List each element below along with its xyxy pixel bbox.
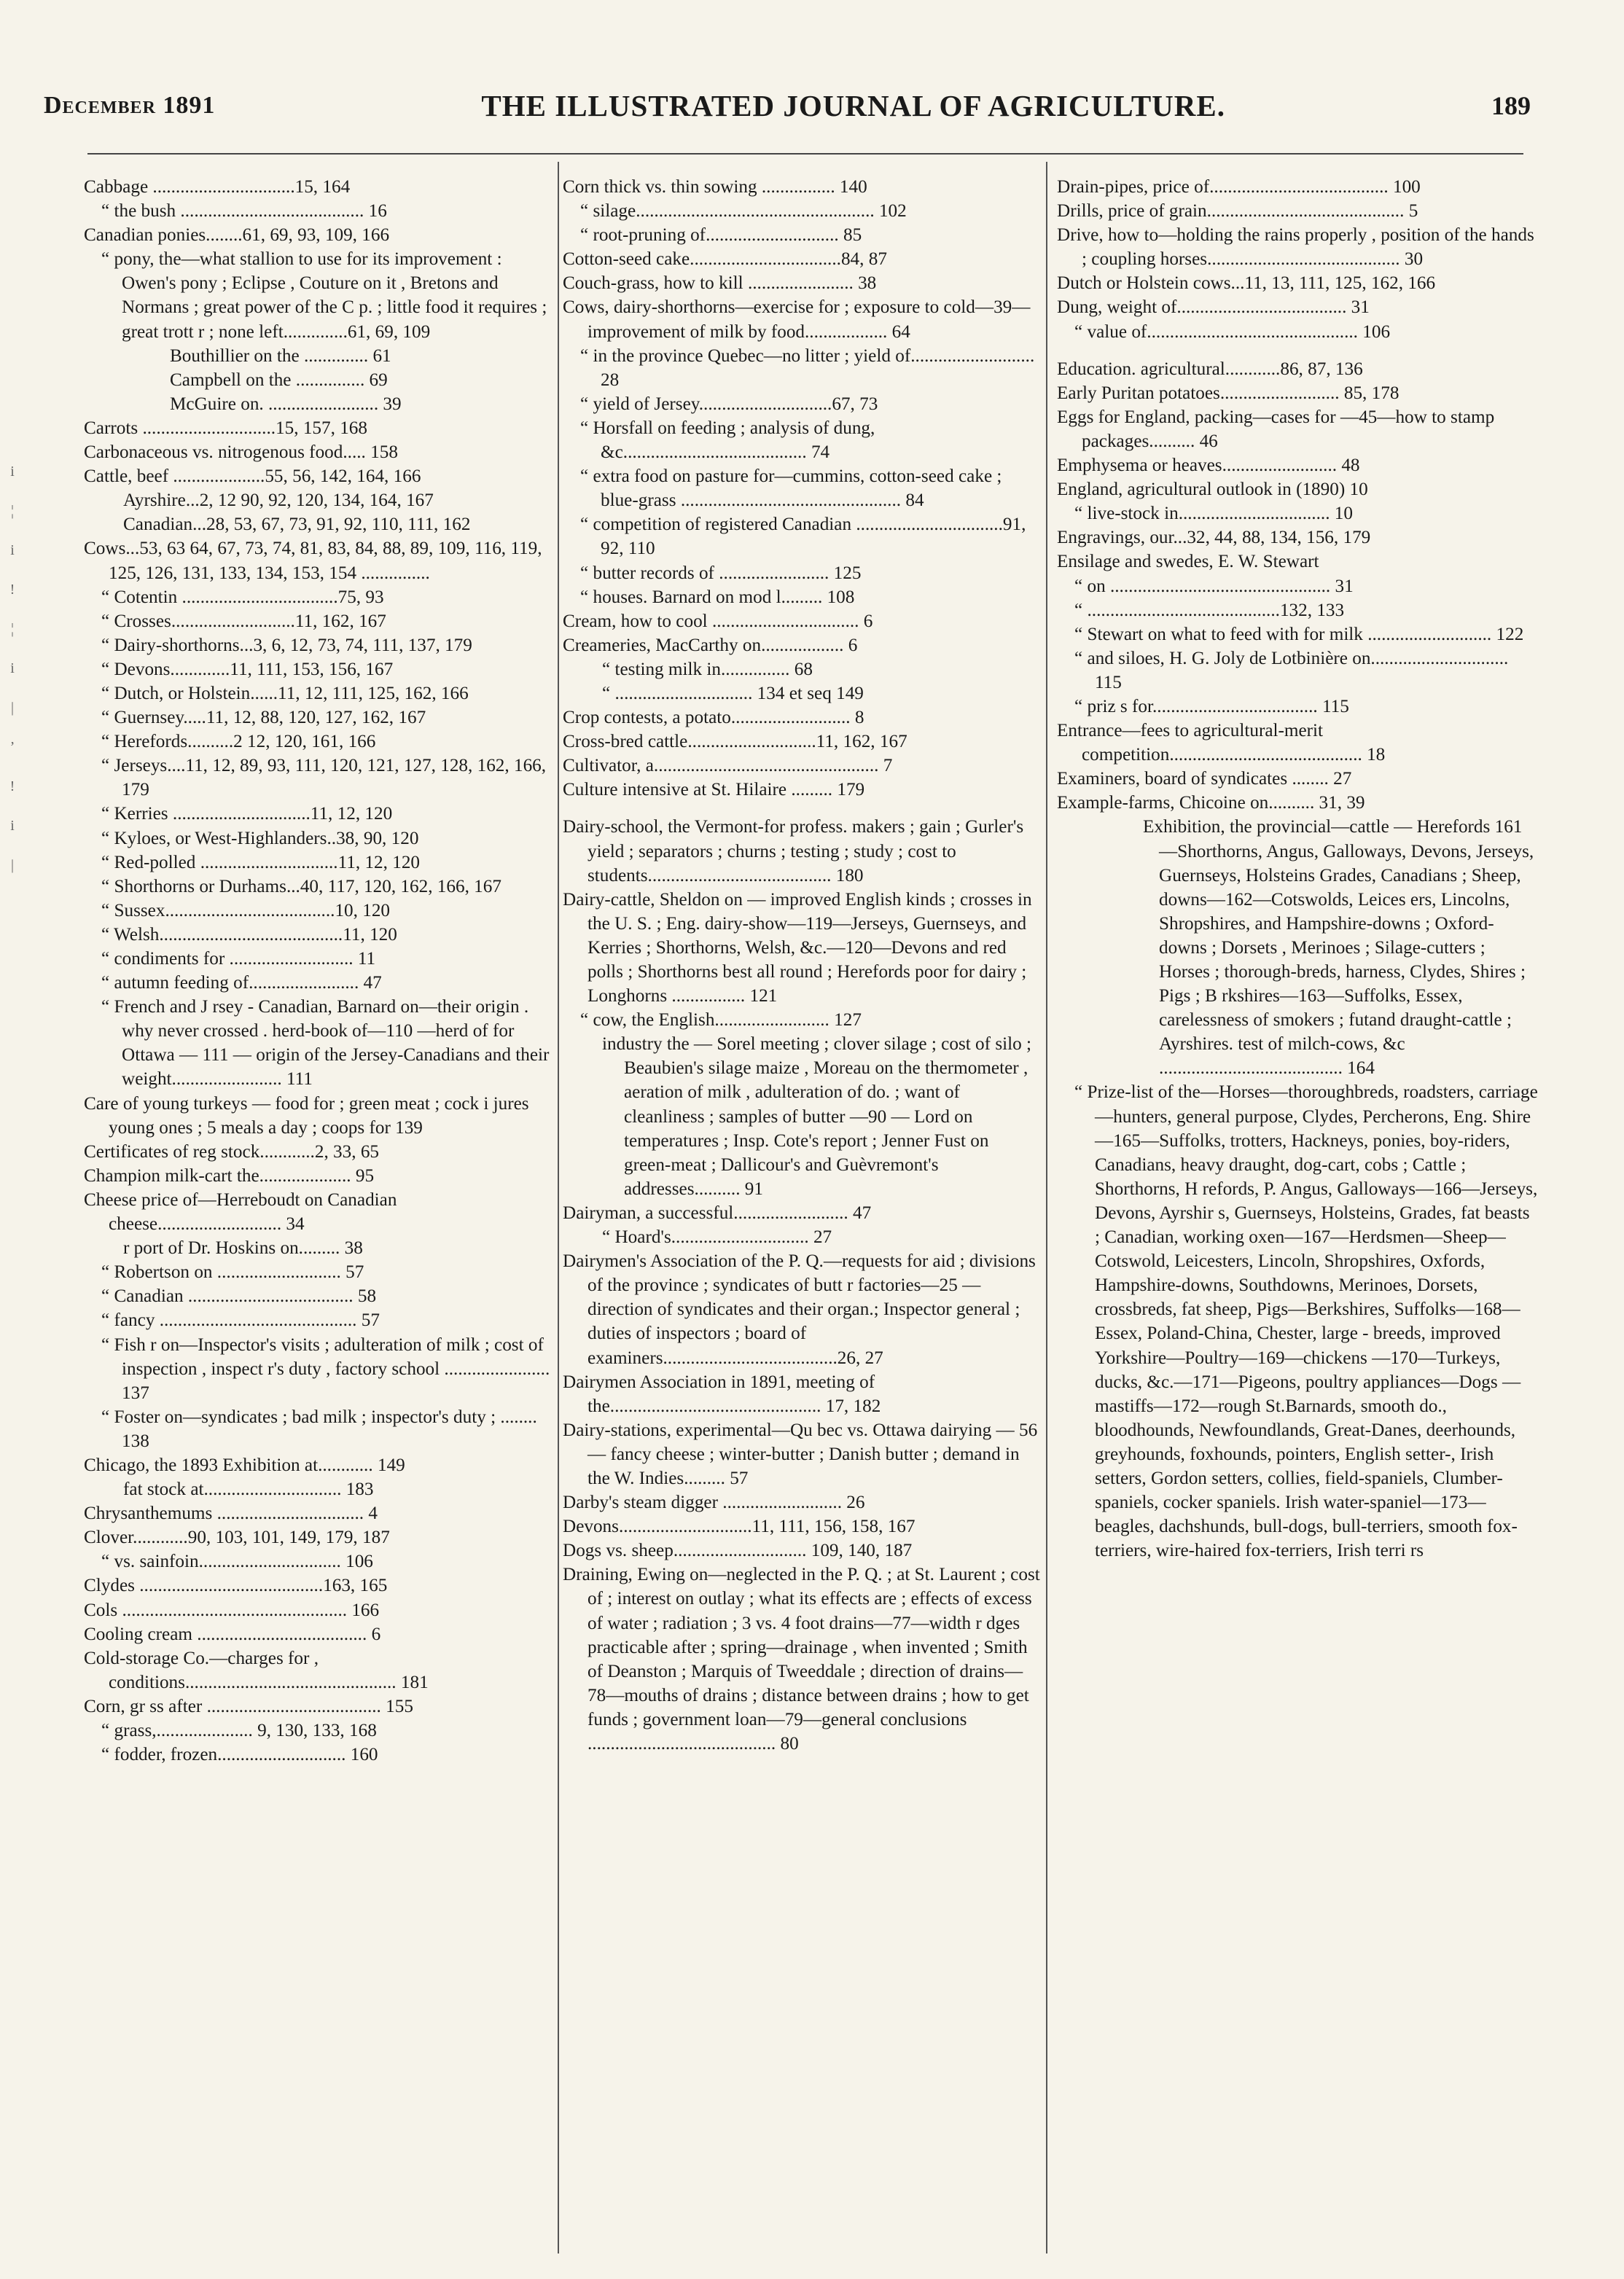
index-entry: Clover............90, 103, 101, 149, 179, 187 <box>84 1528 390 1548</box>
index-entry: Cultivator, a................................................. 7 <box>563 756 893 776</box>
index-entry: Couch-grass, how to kill ....................... 38 <box>563 273 877 294</box>
index-entry: England, agricultural outlook in (1890) 10 <box>1057 480 1368 500</box>
index-entry: Darby's steam digger .......................... 26 <box>563 1493 865 1513</box>
index-entry: Eggs for England, packing—cases for —45—how to stamp packages.......... 46 <box>1057 407 1495 451</box>
index-entry: “ root-pruning of............................. 85 <box>580 225 862 246</box>
edge-mark: | <box>10 700 14 716</box>
index-column-2 <box>563 175 1040 2267</box>
index-entry: “ Crosses...........................11, 162, 167 <box>101 611 386 631</box>
index-entry: Ensilage and swedes, E. W. Stewart <box>1057 552 1319 572</box>
header-rule <box>87 153 1523 155</box>
index-entry: “ live-stock in................................. 10 <box>1074 504 1353 524</box>
index-entry: Cooling cream ..................................... 6 <box>84 1624 381 1644</box>
index-entry: “ fodder, frozen............................ 160 <box>101 1745 378 1765</box>
index-entry: “ in the province Quebec—no litter ; yield of........................... 28 <box>580 345 1035 390</box>
index-entry: “ silage.................................................... 102 <box>580 201 907 222</box>
index-entry: “ extra food on pasture for—cummins, cotton-seed cake ; blue-grass ................................................ 84 <box>580 466 1002 511</box>
edge-mark: i <box>10 818 15 834</box>
index-entry: Cotton-seed cake.................................84, 87 <box>563 249 887 270</box>
index-entry: Dairymen Association in 1891, meeting of the.............................................. 17, 182 <box>563 1372 881 1416</box>
index-entry: industry the — Sorel meeting ; clover silage ; cost of silo ; Beaubien's silage maize , Moreau on the thermometer , aeration of milk , adulteration of do. ; want of cleanliness ; samples of butter —90 — Lord on temperatures ; Insp. Cote's report ; Jenner Fust on green-meat ; Dallicour's and Guèvremont's addresses.......... 91 <box>602 1034 1032 1199</box>
header-date: December 1891 <box>44 92 216 119</box>
index-entry: “ Robertson on ........................... 57 <box>101 1262 364 1283</box>
index-entry: “ ..........................................132, 133 <box>1074 600 1345 620</box>
index-entry: Clydes ........................................163, 165 <box>84 1576 388 1596</box>
index-entry: Dung, weight of..................................... 31 <box>1057 297 1370 318</box>
index-entry: Early Puritan potatoes.......................... 85, 178 <box>1057 383 1399 403</box>
index-column-3 <box>1057 175 1538 2267</box>
index-entry: “ competition of registered Canadian ................................91, 92, 110 <box>580 515 1026 559</box>
index-entry: “ Foster on—syndicates ; bad milk ; inspector's duty ; ........ 138 <box>101 1407 537 1451</box>
index-entry: Bouthillier on the .............. 61 <box>170 345 391 366</box>
index-entry: Drills, price of grain........................................... 5 <box>1057 201 1418 222</box>
index-entry: “ pony, the—what stallion to use for its improvement : Owen's pony ; Eclipse , Couture on it , Bretons and Normans ; great power of the C p. ; little food it requires ; great trott r ; none left..............61, 69, 109 <box>101 249 547 342</box>
index-entry: McGuire on. ........................ 39 <box>170 394 402 414</box>
index-entry: “ Dairy-shorthorns...3, 6, 12, 73, 74, 111, 137, 179 <box>101 635 472 655</box>
index-entry: “ cow, the English......................... 127 <box>580 1010 862 1031</box>
index-entry: Cold-storage Co.—charges for , conditions.............................................. 181 <box>84 1648 429 1692</box>
index-entry: Corn, gr ss after ...................................... 155 <box>84 1696 413 1716</box>
index-entry: “ and siloes, H. G. Joly de Lotbinière on.............................. 115 <box>1074 648 1509 692</box>
edge-mark: i <box>10 464 15 480</box>
index-entry: Example-farms, Chicoine on.......... 31, 39 <box>1057 793 1365 813</box>
index-entry: “ houses. Barnard on mod l......... 108 <box>580 587 855 607</box>
index-entry: fat stock at.............................. 183 <box>123 1479 374 1500</box>
index-entry: Carrots .............................15, 157, 168 <box>84 418 367 438</box>
page-header <box>44 80 1531 131</box>
index-entry: Examiners, board of syndicates ........ 27 <box>1057 769 1352 789</box>
index-entry: Exhibition, the provincial—cattle — Herefords 161—Shorthorns, Angus, Galloways, Devons, Jerseys, Guernseys, Holsteins Grades, Canadians ; Sheep, downs—162—Cotswolds, Leices ers, Lincolns, Shropshires, and Hampshire-downs ; Oxford-downs ; Dorsets , Merinoes ; Silage-cutters ; Horses ; thorough-breds, harness, Clydes, Shires ; Pigs ; B rkshires—163—Suffolks, Essex, carelessness of smokers ; futand draught-cattle ; Ayrshires. test of milch-cows, &c ........................................ 164 <box>1143 817 1534 1079</box>
index-entry: “ Dutch, or Holstein......11, 12, 111, 125, 162, 166 <box>101 683 469 703</box>
index-entry: “ fancy ........................................... 57 <box>101 1310 380 1331</box>
index-entry: Canadian...28, 53, 67, 73, 91, 92, 110, 111, 162 <box>123 515 471 535</box>
index-entry: “ Canadian .................................... 58 <box>101 1286 377 1307</box>
index-entry: “ .............................. 134 et seq 149 <box>602 683 864 703</box>
column-divider <box>558 162 559 2253</box>
index-entry: Cols ................................................. 166 <box>84 1600 380 1620</box>
index-entry: Devons.............................11, 111, 156, 158, 167 <box>563 1517 916 1537</box>
edge-mark: ! <box>9 778 15 794</box>
index-entry: Drain-pipes, price of....................................... 100 <box>1057 177 1421 197</box>
entry-gap <box>563 802 1040 815</box>
index-entry: Education. agricultural............86, 87, 136 <box>1057 359 1363 379</box>
index-entry: “ testing milk in............... 68 <box>602 659 813 679</box>
index-entry: Corn thick vs. thin sowing ................ 140 <box>563 177 867 197</box>
index-entry: Ayrshire...2, 12 90, 92, 120, 134, 164, 167 <box>123 490 434 511</box>
edge-mark: i <box>10 542 15 558</box>
index-entry: Chicago, the 1893 Exhibition at............ 149 <box>84 1455 405 1475</box>
index-entry: Cream, how to cool ................................ 6 <box>563 611 873 631</box>
index-entry: “ Devons.............11, 111, 153, 156, 167 <box>101 659 394 679</box>
index-entry: Culture intensive at St. Hilaire ......... 179 <box>563 780 865 800</box>
index-entry: Cattle, beef ....................55, 56, 142, 164, 166 <box>84 466 421 487</box>
index-entry: “ vs. sainfoin............................... 106 <box>101 1552 373 1572</box>
index-entry: Engravings, our...32, 44, 88, 134, 156, 179 <box>1057 528 1371 548</box>
index-entry: Carbonaceous vs. nitrogenous food..... 158 <box>84 442 398 463</box>
index-entry: “ Cotentin ..................................75, 93 <box>101 587 384 607</box>
column-divider <box>1046 162 1047 2253</box>
index-entry: Cabbage ...............................15, 164 <box>84 177 351 197</box>
index-entry: “ Kerries ..............................11, 12, 120 <box>101 804 393 824</box>
index-entry: Entrance—fees to agricultural-merit competition.......................................... 18 <box>1057 721 1386 765</box>
edge-mark: ¦ <box>10 621 14 637</box>
index-column-1 <box>84 175 550 2267</box>
edge-mark: ’ <box>9 739 15 755</box>
index-entry: Campbell on the ............... 69 <box>170 370 388 390</box>
index-entry: Canadian ponies........61, 69, 93, 109, 166 <box>84 225 390 246</box>
index-entry: Dairyman, a successful......................... 47 <box>563 1203 872 1223</box>
index-entry: Cows...53, 63 64, 67, 73, 74, 81, 83, 84, 88, 89, 109, 116, 119, 125, 126, 131, 133, 134, 153, 154 ............... <box>84 539 542 583</box>
index-entry: Cheese price of—Herreboudt on Canadian cheese........................... 34 <box>84 1189 397 1235</box>
index-entry: “ Red-polled ..............................11, 12, 120 <box>101 852 421 872</box>
index-entry: “ Sussex.....................................10, 120 <box>101 900 391 920</box>
edge-mark: i <box>10 660 15 676</box>
index-entry: “ autumn feeding of........................ 47 <box>101 973 382 993</box>
journal-title: THE ILLUSTRATED JOURNAL OF AGRICULTURE. <box>481 89 1225 122</box>
index-entry: Draining, Ewing on—neglected in the P. Q. ; at St. Laurent ; cost of ; interest on outlay ; what its effects are ; effects of excess of water ; radiation ; 3 vs. 4 foot drains—77—width r dges practicable after ; spring—drainage , when invented ; Smith of Deanston ; Marquis of Tweeddale ; direction of drains—78—mouths of drains ; distance between drains ; how to get funds ; government loan—79—general conclusions ......................................... 80 <box>563 1565 1040 1754</box>
index-entry: Champion milk-cart the.................... 95 <box>84 1165 375 1186</box>
index-entry: “ Prize-list of the—Horses—thoroughbreds, roadsters, carriage—hunters, general purpose, Clydes, Percherons, Eng. Shire—165—Suffolks, trotters, Hackneys, ponies, boy-riders, Canadians, heavy draught, dog-cart, cobs ; Cattle ; Shorthorns, H refords, P. Angus, Galloways—166—Jerseys, Devons, Ayrshir s, Guernseys, Holsteins, Grades, fat beasts ; Canadian, working oxen—167—Herdsmen—Sheep—Cotswold, Leicesters, Lincoln, Shropshires, Oxfords, Hampshire-downs, Southdowns, Merinoes, Dorsets, crossbreds, fat sheep, Pigs—Berkshires, Suffolks—168—Essex, Poland-China, Chester, large - breeds, improved Yorkshire—Poultry—169—chickens —170—Turkeys, ducks, &c.—171—Pigeons, poultry appliances—Dogs —mastiffs—172—rough St.Barnards, smooth do., bloodhounds, Newfoundlands, Great-Danes, deerhounds, greyhounds, foxhounds, pointers, English setter-, Irish setters, Gordon setters, collies, field-spaniels, Clumber-spaniels, cocker spaniels. Irish water-spaniel—173—beagles, dachshunds, bull-dogs, bull-terriers, smooth fox-terriers, wire-haired fox-terriers, Irish terri rs <box>1074 1082 1538 1561</box>
index-entry: Drive, how to—holding the rains properly , position of the hands ; coupling horses.......................................... 30 <box>1057 225 1534 270</box>
index-entry: “ Stewart on what to feed with for milk ........................... 122 <box>1074 624 1524 644</box>
index-entry: Emphysema or heaves......................... 48 <box>1057 456 1360 476</box>
index-entry: “ Guernsey.....11, 12, 88, 120, 127, 162, 167 <box>101 708 426 728</box>
index-entry: “ yield of Jersey.............................67, 73 <box>580 394 878 414</box>
index-entry: “ Herefords..........2 12, 120, 161, 166 <box>101 732 376 752</box>
scan-edge-marks <box>4 452 20 885</box>
index-entry: Crop contests, a potato.......................... 8 <box>563 708 864 728</box>
index-entry: “ Fish r on—Inspector's visits ; adulteration of milk ; cost of inspection , inspect r's duty , factory school ....................... 137 <box>101 1334 550 1403</box>
index-entry: “ Kyloes, or West-Highlanders..38, 90, 120 <box>101 828 419 848</box>
index-entry: “ on ................................................ 31 <box>1074 576 1354 596</box>
edge-mark: ¦ <box>10 503 14 519</box>
index-entry: Dairy-school, the Vermont-for profess. makers ; gain ; Gurler's yield ; separators ; churns ; testing ; study ; cost to students........................................ 180 <box>563 817 1024 886</box>
entry-gap <box>1057 344 1538 357</box>
index-entry: Dairy-cattle, Sheldon on — improved English kinds ; crosses in the U. S. ; Eng. dairy-show—119—Jerseys, Guernseys, and Kerries ; Shorthorns, Welsh, &c.—120—Devons and red polls ; Shorthorns best all round ; Herefords poor for dairy ; Longhorns ................ 121 <box>563 889 1032 1006</box>
index-entry: Cross-bred cattle............................11, 162, 167 <box>563 732 907 752</box>
edge-mark: ! <box>9 582 15 598</box>
index-entry: “ value of.............................................. 106 <box>1074 321 1391 342</box>
index-entry: “ Hoard's.............................. 27 <box>602 1227 832 1248</box>
index-entry: Dutch or Holstein cows...11, 13, 111, 125, 162, 166 <box>1057 273 1436 294</box>
index-entry: Dogs vs. sheep............................. 109, 140, 187 <box>563 1541 913 1561</box>
index-entry: Care of young turkeys — food for ; green meat ; cock i jures young ones ; 5 meals a day ; coops for 139 <box>84 1093 529 1138</box>
index-entry: Chrysanthemums ................................ 4 <box>84 1504 378 1524</box>
index-entry: Creameries, MacCarthy on.................. 6 <box>563 635 858 655</box>
index-entry: Certificates of reg stock............2, 33, 65 <box>84 1141 380 1162</box>
index-entry: “ condiments for ........................... 11 <box>101 949 376 969</box>
index-entry: “ Welsh........................................11, 120 <box>101 924 397 945</box>
index-entry: r port of Dr. Hoskins on......... 38 <box>123 1238 363 1259</box>
edge-mark: | <box>10 857 14 873</box>
index-entry: “ butter records of ........................ 125 <box>580 563 862 583</box>
index-entry: “ the bush ........................................ 16 <box>101 201 387 222</box>
index-entry: “ French and J rsey - Canadian, Barnard on—their origin . why never crossed . herd-book of—110 —herd of for Ottawa — 111 — origin of the Jersey-Canadians and their weight........................ 111 <box>101 997 550 1090</box>
page-number: 189 <box>1491 91 1531 120</box>
index-entry: “ priz s for.................................... 115 <box>1074 696 1349 716</box>
index-entry: “ Jerseys....11, 12, 89, 93, 111, 120, 121, 127, 128, 162, 166, 179 <box>101 756 547 800</box>
index-entry: “ Shorthorns or Durhams...40, 117, 120, 162, 166, 167 <box>101 876 501 896</box>
index-entry: “ Horsfall on feeding ; analysis of dung, &c........................................ 74 <box>580 418 875 463</box>
index-entry: Dairy-stations, experimental—Qu bec vs. Ottawa dairying — 56 — fancy cheese ; winter-butter ; Danish butter ; demand in the W. Indies......... 57 <box>563 1420 1038 1488</box>
index-entry: Cows, dairy-shorthorns—exercise for ; exposure to cold—39—improvement of milk by food.................. 64 <box>563 297 1031 342</box>
index-entry: Dairymen's Association of the P. Q.—requests for aid ; divisions of the province ; syndicates of butt r factories—25 — direction of syndicates and their organ.; Inspector general ; duties of inspectors ; board of examiners......................................26, 27 <box>563 1251 1036 1368</box>
index-entry: “ grass,..................... 9, 130, 133, 168 <box>101 1721 377 1740</box>
